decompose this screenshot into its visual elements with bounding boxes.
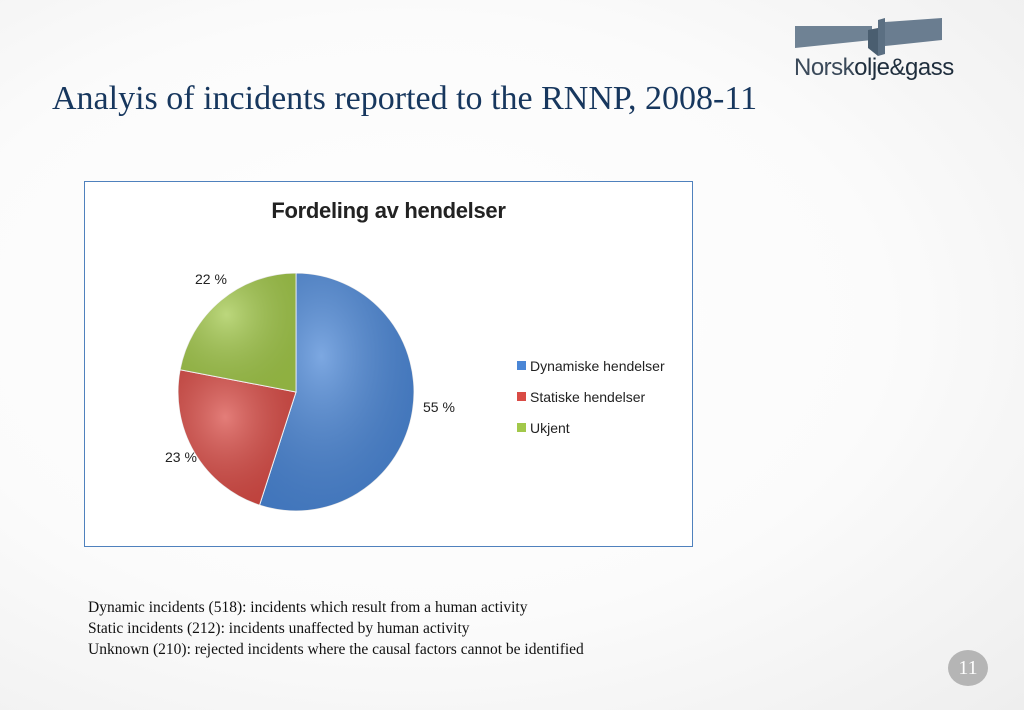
note-static: Static incidents (212): incidents unaffected by human activity <box>88 620 470 637</box>
legend-swatch <box>517 361 526 370</box>
chart-title: Fordeling av hendelser <box>271 198 506 223</box>
page-title: Analyis of incidents reported to the RNNP, 2008-11 <box>52 80 758 117</box>
data-label-ukjent: 22 % <box>195 271 227 287</box>
logo-mark-icon <box>790 18 965 58</box>
legend-label: Ukjent <box>530 419 570 436</box>
legend-swatch <box>517 423 526 432</box>
data-label-statiske: 23 % <box>165 449 197 465</box>
legend-swatch <box>517 392 526 401</box>
note-dynamic: Dynamic incidents (518): incidents which result from a human activity <box>88 599 528 616</box>
legend-item-statiske <box>517 381 665 412</box>
legend-label: Dynamiske hendelser <box>530 357 665 374</box>
norsk-olje-gass-logo <box>790 18 965 88</box>
data-label-dynamiske: 55 % <box>423 399 455 415</box>
logo-text: Norskolje&gass <box>794 54 954 81</box>
note-unknown: Unknown (210): rejected incidents where the causal factors cannot be identified <box>88 641 584 658</box>
chart-legend <box>517 350 665 443</box>
legend-label: Statiske hendelser <box>530 388 646 405</box>
legend-item-ukjent <box>517 412 665 443</box>
page-number: 11 <box>948 650 988 686</box>
pie-chart <box>84 181 693 547</box>
notes-text <box>88 597 584 660</box>
legend-item-dynamiske <box>517 350 665 381</box>
